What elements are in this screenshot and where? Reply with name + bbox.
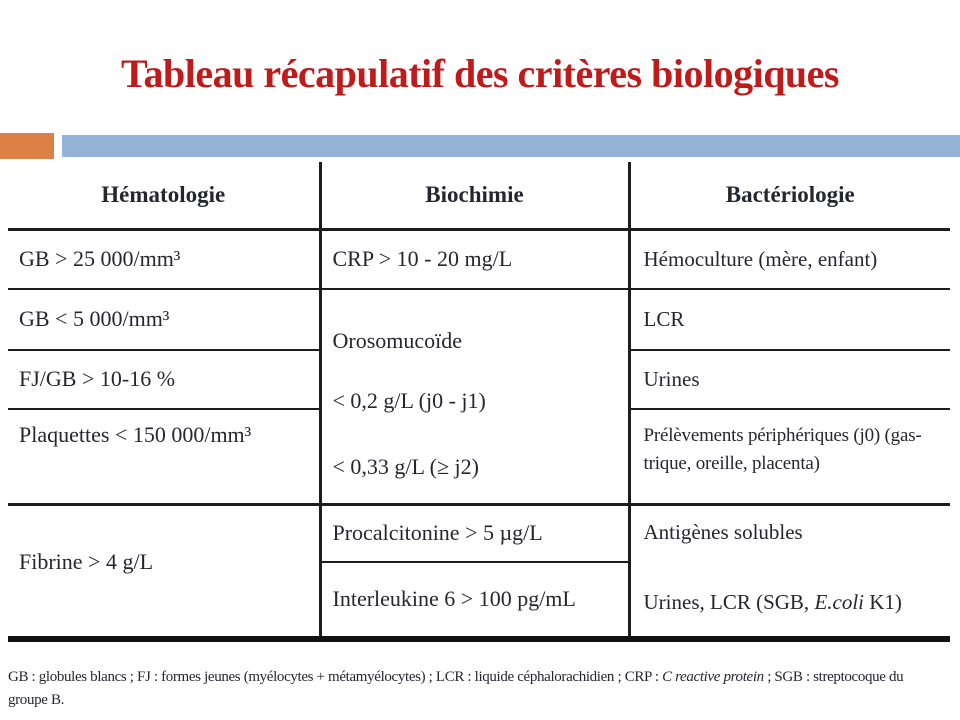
table-row — [8, 230, 950, 289]
header-biochimie: Biochimie — [320, 162, 629, 230]
crp-italic: C reactive protein — [662, 669, 764, 685]
antigenes-label: Antigènes solubles — [643, 520, 803, 544]
footnote-line-1: GB : globules blancs ; FJ : formes jeunes (myélocytes + métamyélocytes) ; LCR : liquide céphalorachidien ; CRP : C reactive protein ; SGB : streptocoque du — [8, 669, 904, 685]
prelevements-line-1: Prélèvements périphériques (j0) (gas- — [643, 424, 922, 446]
cell-lcr: LCR — [629, 289, 950, 350]
cell-plaquettes: Plaquettes < 150 000/mm³ — [8, 409, 320, 505]
cell-gb-high: GB > 25 000/mm³ — [8, 230, 320, 289]
footnote-line-2: groupe B. — [8, 692, 65, 708]
orosomucoide-threshold-j2: < 0,33 g/L (≥ j2) — [332, 454, 479, 480]
table-row — [8, 505, 950, 562]
footnote — [8, 666, 958, 712]
cell-fj-gb: FJ/GB > 10-16 % — [8, 350, 320, 409]
criteria-table — [8, 162, 950, 642]
cell-interleukine: Interleukine 6 > 100 pg/mL — [320, 562, 629, 639]
table-header-row — [8, 162, 950, 230]
accent-bar-blue — [62, 135, 960, 157]
cell-gb-low: GB < 5 000/mm³ — [8, 289, 320, 350]
accent-bar-orange — [0, 133, 54, 159]
header-bacteriologie: Bactériologie — [629, 162, 950, 230]
cell-prelevements — [629, 409, 950, 505]
cell-fibrine: Fibrine > 4 g/L — [19, 548, 154, 574]
cell-crp: CRP > 10 - 20 mg/L — [320, 230, 629, 289]
cell-procalcitonine: Procalcitonine > 5 µg/L — [320, 505, 629, 562]
cell-orosomucoide — [320, 289, 629, 505]
cell-hemoculture: Hémoculture (mère, enfant) — [629, 230, 950, 289]
cell-urines: Urines — [629, 350, 950, 409]
header-hematologie: Hématologie — [8, 162, 320, 230]
orosomucoide-label: Orosomucoïde — [332, 328, 463, 354]
slide-title: Tableau récapulatif des critères biologiques — [121, 51, 839, 96]
table-row — [8, 289, 950, 350]
urines-lcr-label: Urines, LCR (SGB, E.coli K1) — [643, 590, 902, 614]
ecoli-italic: E.coli — [814, 590, 865, 614]
prelevements-line-2: trique, oreille, placenta) — [643, 452, 820, 474]
orosomucoide-threshold-j0j1: < 0,2 g/L (j0 - j1) — [332, 388, 486, 414]
cell-antigenes-urines — [629, 505, 950, 639]
